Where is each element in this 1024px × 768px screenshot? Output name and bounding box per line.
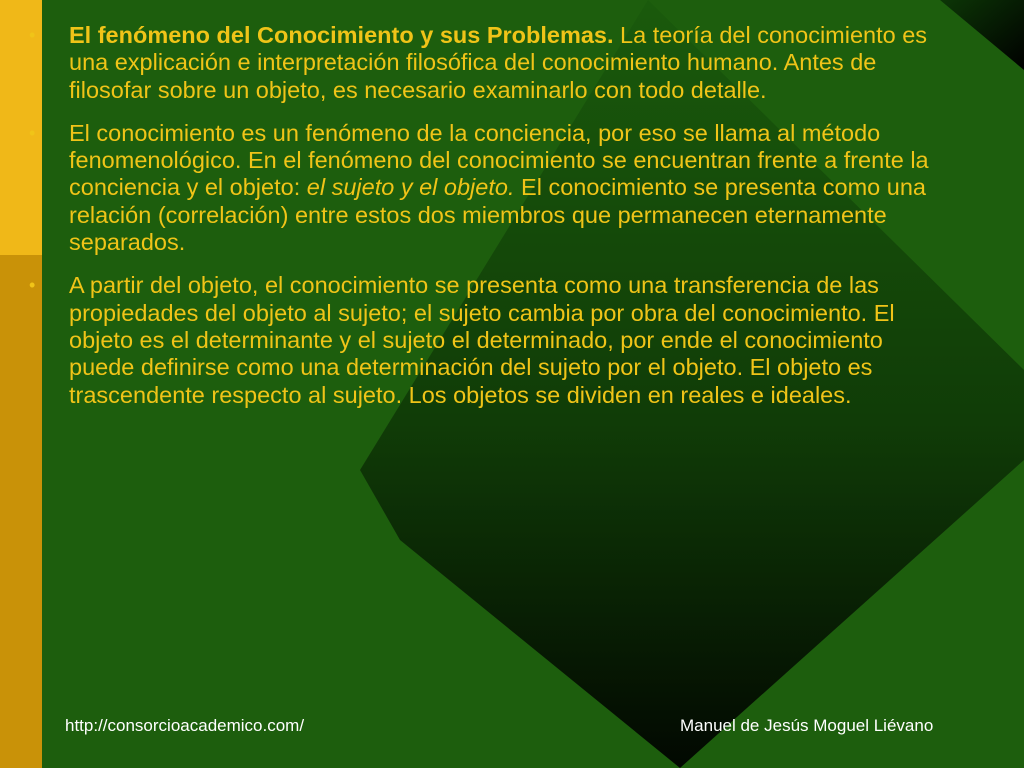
bullet-list	[0, 22, 1024, 425]
bullet-2-body-end: El conocimiento se presenta como una relación (correlación) entre estos dos miembros que permanecen eternamente separados.	[69, 174, 926, 256]
bullet-marker: •	[29, 25, 36, 45]
bullet-text-3	[69, 272, 949, 408]
footer-author: Manuel de Jesús Moguel Liévano	[680, 716, 934, 735]
bullet-marker: •	[29, 275, 36, 296]
bullet-item-2	[0, 120, 1024, 256]
bullet-1-title: El fenómeno del Conocimiento y sus Problemas.	[69, 22, 614, 48]
bullet-3-body: A partir del objeto, el conocimiento se presenta como una transferencia de las propiedades del objeto al sujeto; el sujeto cambia por obra del conocimiento. El objeto es el determinante y el sujeto el determinado, por ende el conocimiento puede definirse como una determinación del sujeto por el objeto. El objeto es trascendente respecto al sujeto. Los objetos se dividen en reales e ideales.	[69, 272, 895, 408]
bullet-item-3	[0, 272, 1024, 408]
bullet-marker: •	[29, 122, 36, 143]
bullet-text-2	[69, 120, 949, 256]
bullet-text-1	[69, 22, 949, 104]
footer-url[interactable]: http://consorcioacademico.com/	[65, 716, 305, 735]
bullet-item-1	[0, 22, 1024, 104]
bullet-1-body: La teoría del conocimiento es una explicación e interpretación filosófica del conocimiento humano. Antes de filosofar sobre un objeto, es necesario examinarlo con todo detalle.	[69, 22, 928, 103]
bullet-2-body-start: El conocimiento es un fenómeno de la conciencia, por eso se llama al método fenomenológico. En el fenómeno del conocimiento se encuentran frente a frente la conciencia y el objeto:	[69, 119, 929, 201]
bullet-2-italic: el sujeto y el objeto.	[306, 174, 515, 201]
